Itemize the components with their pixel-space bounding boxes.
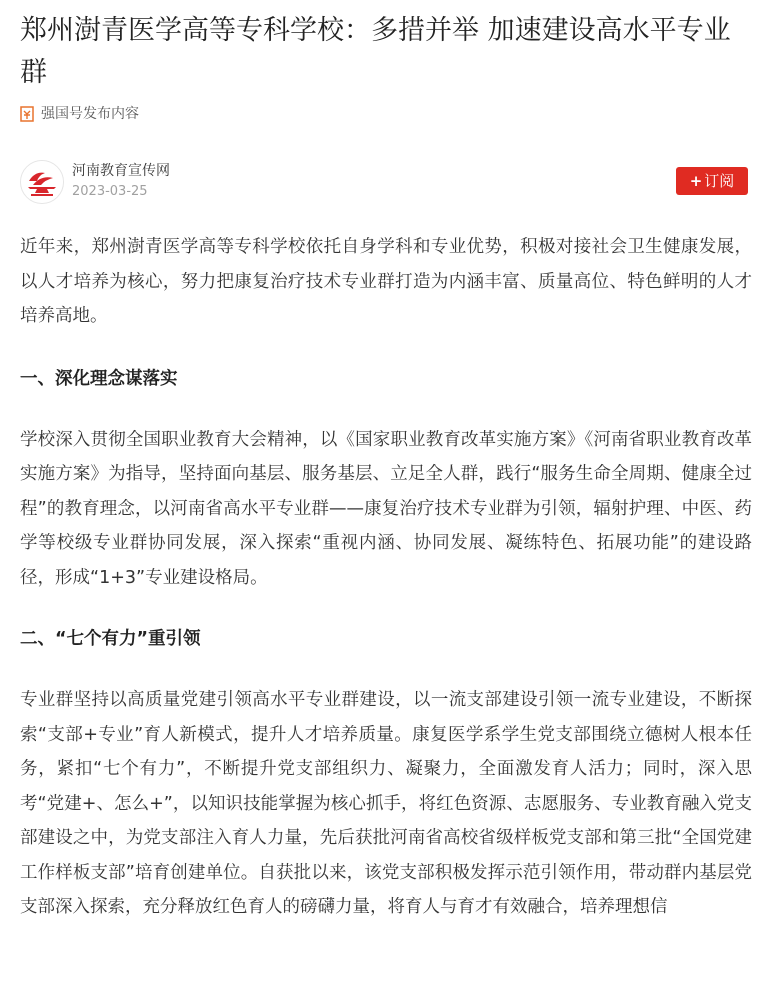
source-tag bbox=[20, 103, 139, 125]
author-bar bbox=[20, 160, 748, 204]
article-body bbox=[20, 230, 752, 925]
intro-paragraph: 近年来，郑州澍青医学高等专科学校依托自身学科和专业优势，积极对接社会卫生健康发展，以人才培养为核心，努力把康复治疗技术专业群打造为内涵丰富、质量高位、特色鲜明的人才培养高地。 bbox=[20, 237, 752, 326]
section-heading-1: 一、深化理念谋落实 bbox=[20, 368, 178, 389]
subscribe-label: 订阅 bbox=[704, 172, 735, 190]
section-paragraph-1: 学校深入贯彻全国职业教育大会精神，以《国家职业教育改革实施方案》《河南省职业教育改革实施方案》为指导，坚持面向基层、服务基层、立足全人群，践行“服务生命全周期、健康全过程”的教育理念，以河南省高水平专业群——康复治疗技术专业群为引领，辐射护理、中医、药学等校级专业群协同发展，深入探索“重视内涵、协同发展、凝练特色、拓展功能”的建设路径，形成“1+3”专业建设格局。 bbox=[20, 429, 752, 588]
author-name[interactable]: 河南教育宣传网 bbox=[72, 163, 170, 179]
publish-date: 2023-03-25 bbox=[72, 184, 148, 199]
qiangguo-badge-icon bbox=[20, 106, 34, 122]
source-tag-label: 强国号发布内容 bbox=[41, 106, 139, 122]
article-title: 郑州澍青医学高等专科学校：多措并举 加速建设高水平专业群 bbox=[20, 15, 731, 88]
section-heading-2: 二、“七个有力”重引领 bbox=[20, 629, 201, 649]
subscribe-button[interactable] bbox=[676, 167, 748, 195]
avatar[interactable] bbox=[20, 160, 64, 204]
section-paragraph-2: 专业群坚持以高质量党建引领高水平专业群建设，以一流支部建设引领一流专业建设，不断探索“支部+专业”育人新模式，提升人才培养质量。康复医学系学生党支部围绕立德树人根本任务，紧扣“七个有力”，不断提升党支部组织力、凝聚力，全面激发育人活力；同时，深入思考“党建+、怎么+”，以知识技能掌握为核心抓手，将红色资源、志愿服务、专业教育融入党支部建设之中，为党支部注入育人力量，先后获批河南省高校省级样板党支部和第三批“全国党建工作样板支部”培育创建单位。自获批以来，该党支部积极发挥示范引领作用，带动群内基层党支部深入探索，充分释放红色育人的磅礴力量，将育人与育才有效融合，培养理想信 bbox=[20, 690, 752, 917]
plus-icon: + bbox=[689, 172, 703, 190]
